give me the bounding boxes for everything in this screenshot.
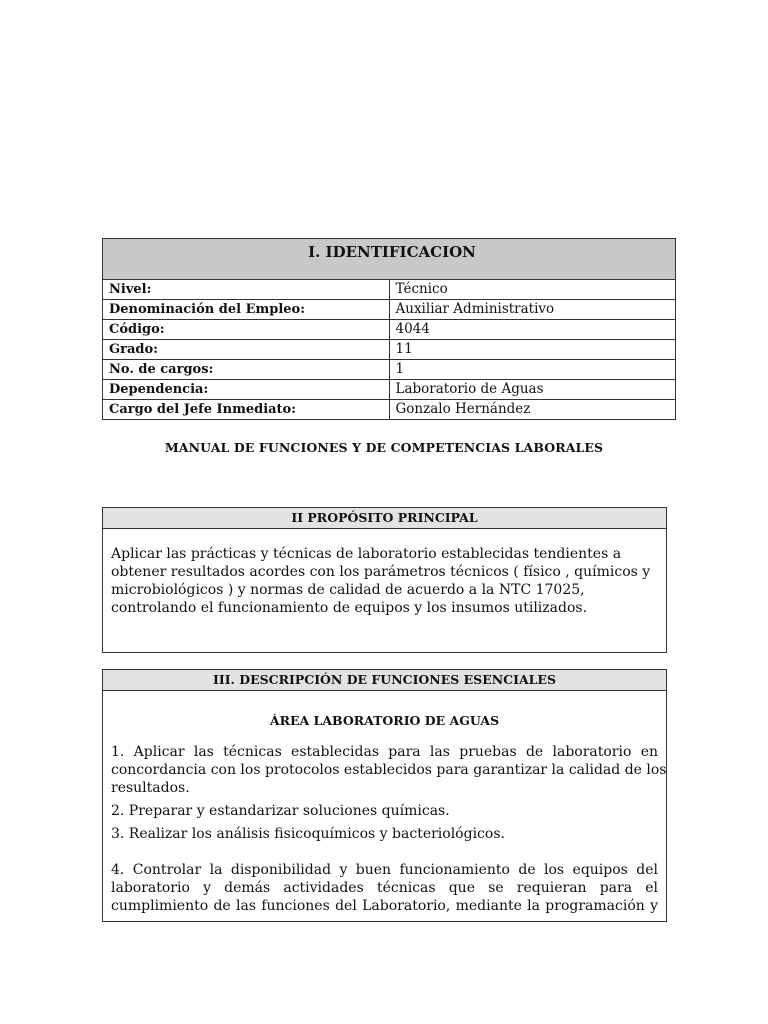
list-item: 2. Preparar y estandarizar soluciones químicas. bbox=[111, 803, 450, 819]
item4-line: cumplimiento de las funciones del Laboratorio, mediante la programación y bbox=[111, 898, 658, 914]
grado-value: 11 bbox=[389, 340, 676, 360]
nivel-label: Nivel: bbox=[103, 280, 390, 300]
list-item bbox=[111, 743, 667, 797]
proposito-title: II PROPÓSITO PRINCIPAL bbox=[103, 508, 666, 529]
table-row bbox=[103, 300, 676, 320]
table-row bbox=[103, 280, 676, 300]
table-row bbox=[103, 340, 676, 360]
cargos-value: 1 bbox=[389, 360, 676, 380]
dependencia-value: Laboratorio de Aguas bbox=[389, 380, 676, 400]
identification-title: I. IDENTIFICACION bbox=[103, 239, 676, 280]
proposito-body bbox=[103, 529, 666, 617]
table-row bbox=[103, 320, 676, 340]
nivel-value: Técnico bbox=[389, 280, 676, 300]
jefe-label: Cargo del Jefe Inmediato: bbox=[103, 400, 390, 420]
identification-table bbox=[102, 238, 676, 420]
proposito-line: Aplicar las prácticas y técnicas de laboratorio establecidas tendientes a bbox=[111, 546, 622, 562]
funciones-title: III. DESCRIPCIÓN DE FUNCIONES ESENCIALES bbox=[103, 670, 666, 691]
codigo-value: 4044 bbox=[389, 320, 676, 340]
proposito-line: controlando el funcionamiento de equipos y los insumos utilizados. bbox=[111, 600, 588, 616]
jefe-value: Gonzalo Hernández bbox=[389, 400, 676, 420]
table-row bbox=[103, 360, 676, 380]
proposito-line: microbiológicos ) y normas de calidad de acuerdo a la NTC 17025, bbox=[111, 582, 585, 598]
list-item: 3. Realizar los análisis fisicoquímicos y bacteriológicos. bbox=[111, 826, 505, 842]
table-row bbox=[103, 400, 676, 420]
funciones-list bbox=[103, 743, 666, 915]
dependencia-label: Dependencia: bbox=[103, 380, 390, 400]
denominacion-label: Denominación del Empleo: bbox=[103, 300, 390, 320]
denominacion-value: Auxiliar Administrativo bbox=[389, 300, 676, 320]
item4-line: 4. Controlar la disponibilidad y buen funcionamiento de los equipos del bbox=[111, 862, 658, 878]
codigo-label: Código: bbox=[103, 320, 390, 340]
cargos-label: No. de cargos: bbox=[103, 360, 390, 380]
list-item bbox=[111, 861, 658, 915]
item1-line: 1. Aplicar las técnicas establecidas para las pruebas de laboratorio en bbox=[111, 744, 658, 760]
grado-label: Grado: bbox=[103, 340, 390, 360]
manual-title: MANUAL DE FUNCIONES Y DE COMPETENCIAS LABORALES bbox=[164, 440, 604, 455]
item1-line: resultados. bbox=[111, 780, 190, 796]
item1-line: concordancia con los protocolos establecidos para garantizar la calidad de los bbox=[111, 762, 667, 778]
funciones-section bbox=[102, 669, 667, 922]
proposito-section bbox=[102, 507, 667, 653]
table-row bbox=[103, 380, 676, 400]
proposito-line: obtener resultados acordes con los parámetros técnicos ( físico , químicos y bbox=[111, 564, 651, 580]
item4-line: laboratorio y demás actividades técnicas que se requieran para el bbox=[111, 880, 658, 896]
area-title: ÁREA LABORATORIO DE AGUAS bbox=[269, 713, 500, 728]
